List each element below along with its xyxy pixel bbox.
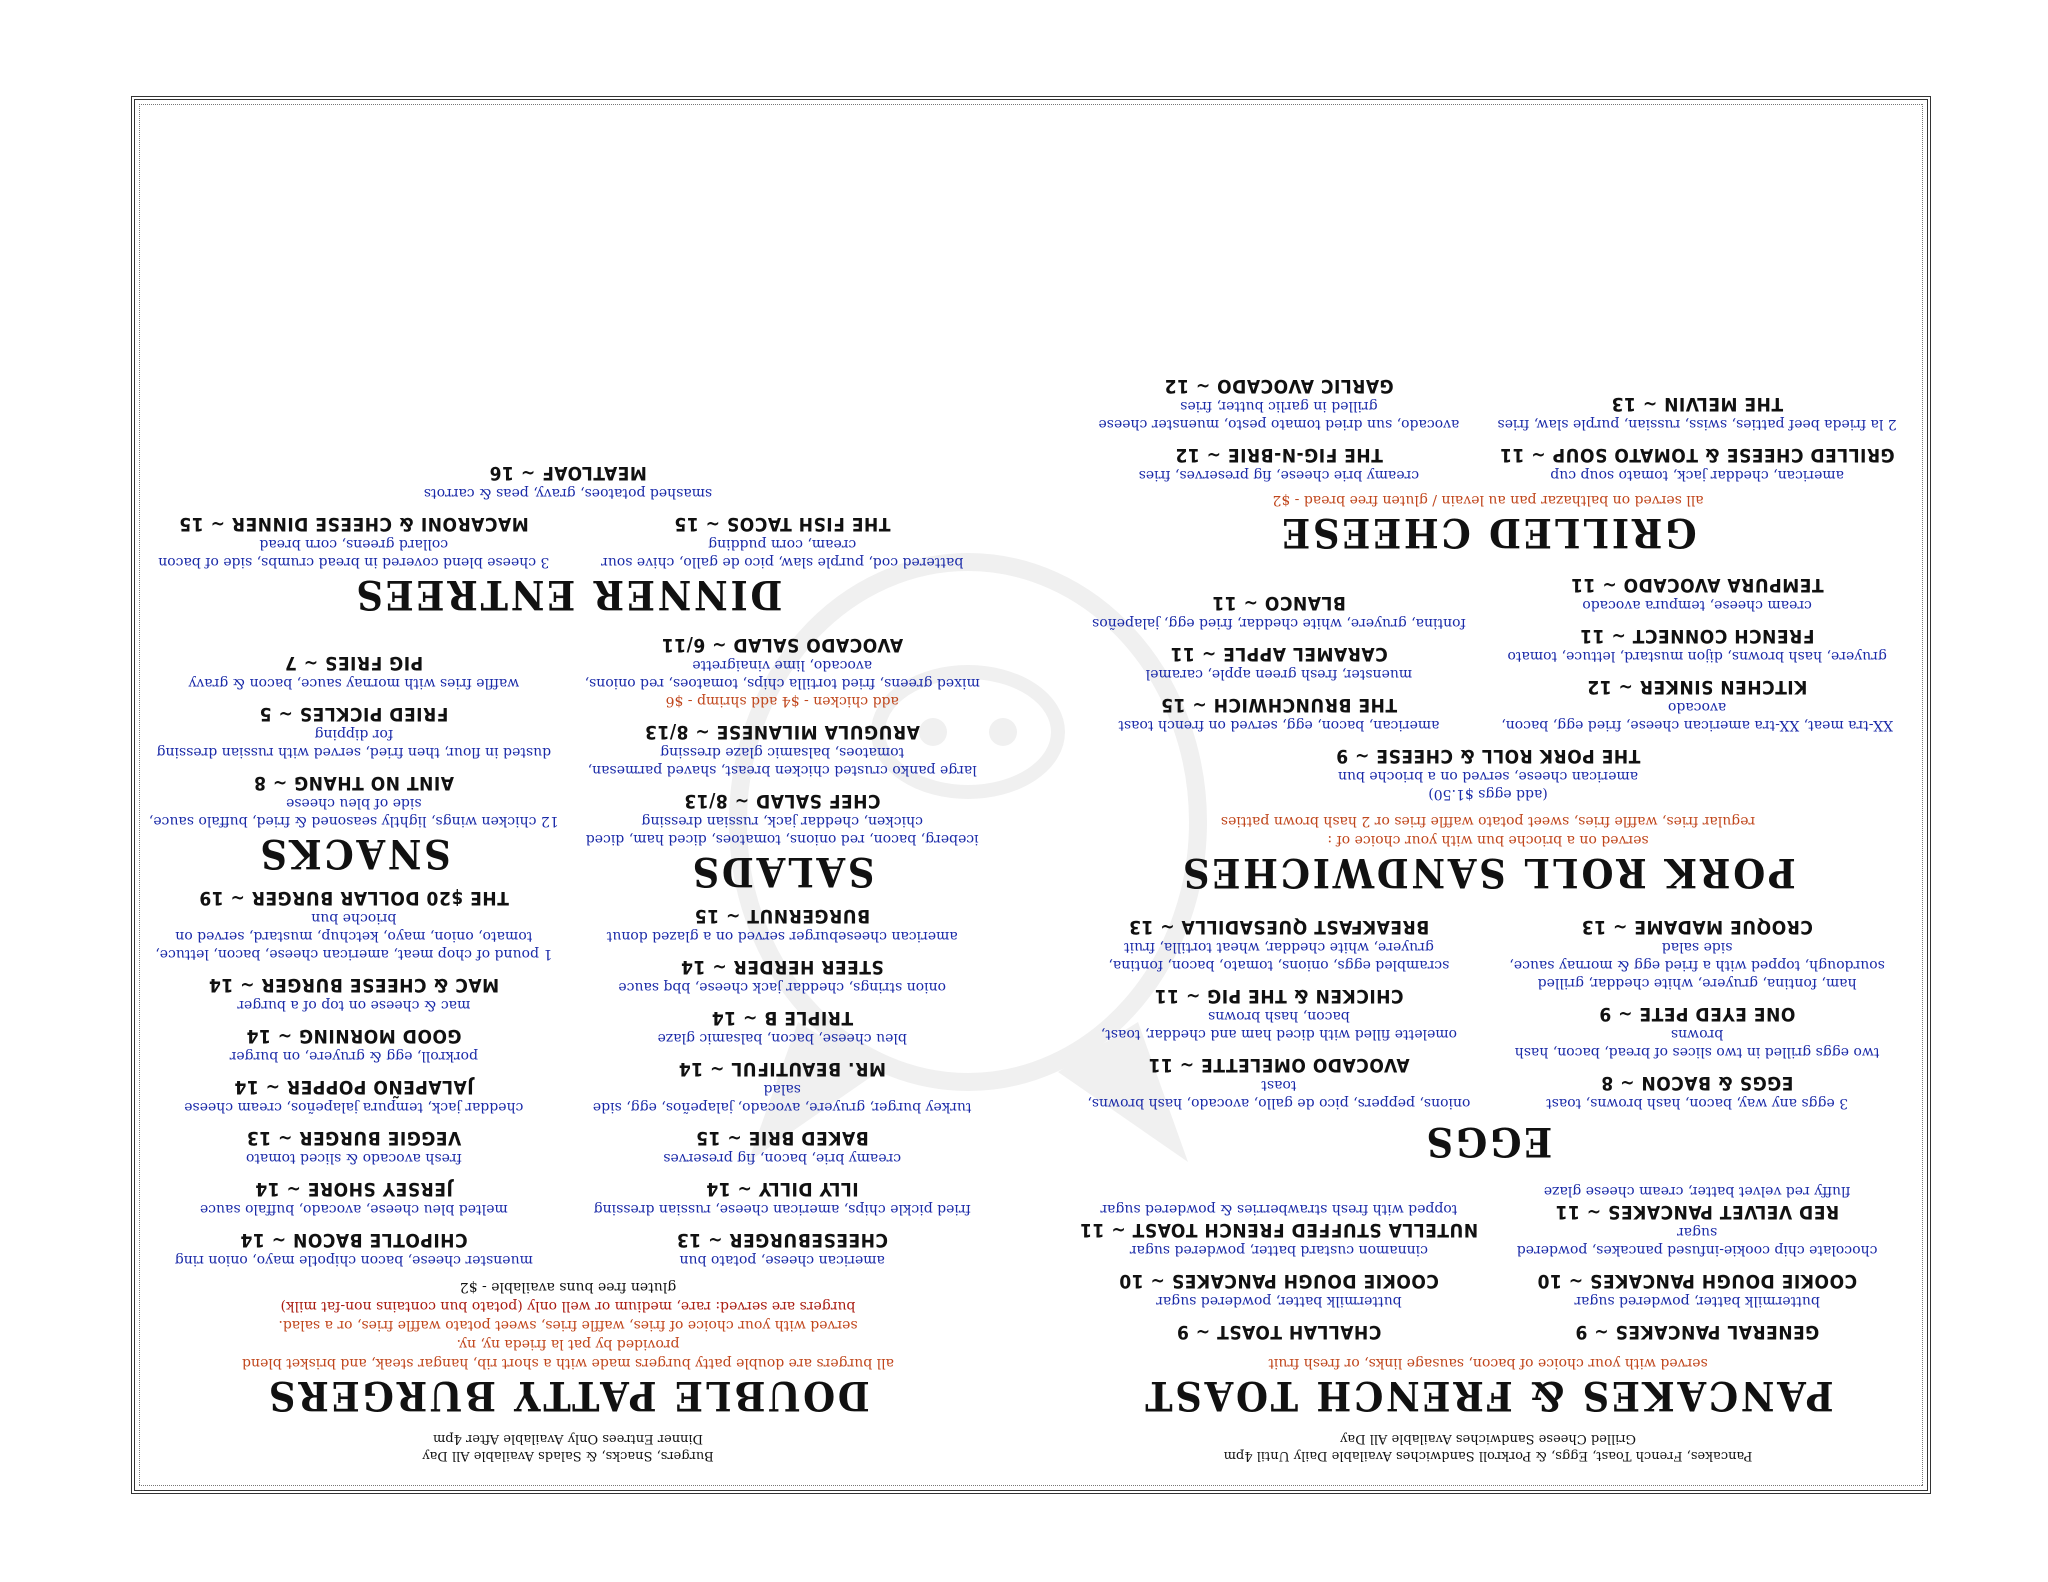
menu-item: omelette filled with diced ham and cheddar, toast, bacon, hash browns CHICKEN & THE PIG ~ 11 [1100,985,1458,1042]
menu-item: buttermilk batter, powdered sugar COOKIE DOUGH PANCAKES ~ 10 [1537,1270,1858,1309]
left-panel [1078,364,1898,1464]
menu-item: smashed potatoes, gravy, peas & carrots MEATLOAF ~ 16 [423,462,713,501]
menu-item: fontina, gruyere, white cheddar, fried egg, jalapeños BLANCO ~ 11 [1092,592,1466,631]
section-title-dinner: DINNER ENTREES [353,571,783,618]
menu-item: 12 chicken wings, lightly seasoned & fried, buffalo sauce, side of bleu cheese AINT NO THANG ~ 8 [148,772,559,829]
menu-item: 3 eggs any way, bacon, hash browns, toast EGGS & BACON ~ 8 [1546,1072,1849,1111]
porkroll-note-2: regular fries, waffle fries, sweet potato waffle fries or 2 hash brown patties [1220,813,1756,829]
menu-item: fried pickle chips, american cheese, russian dressing ILLY DILLY ~ 14 [593,1178,971,1217]
menu-item: waffle fries with mornay sauce, bacon & gravy PIG FRIES ~ 7 [188,652,520,691]
menu-item: dusted in flour, then fried, served with russian dressing for dipping FRIED PICKLES ~ 5 [156,703,552,760]
pancakes-note: served with your choice of bacon, sausage links, or fresh fruit [1268,1355,1708,1371]
porkroll-note-1: served on a brioche bun with your choice of : [1327,832,1649,848]
menu-item: creamy brie cheese, fig preserves, fries THE FIG-N-BRIE ~ 12 [1138,444,1420,483]
menu-item: american cheese, potato bun CHEESEBURGER ~ 13 [676,1229,889,1268]
menu-item: ham, fontina, gruyere, white cheddar, grilled sourdough, topped with a fried egg & mornay sauce, side salad CROQUE MADAME ~ 13 [1509,916,1885,991]
section-title-burgers: DOUBLE PATTY BURGERS [266,1372,870,1419]
right-panel [148,451,988,1464]
burgers-note-5: gluten free buns available - $2 [459,1279,677,1295]
menu-item: buttermilk batter, powdered sugar COOKIE DOUGH PANCAKES ~ 10 [1118,1270,1439,1309]
menu-item: battered cod, purple slaw, pico de gallo, chive sour cream, corn pudding THE FISH TACOS ~ 15 [601,513,964,570]
menu-item: mac & cheese on top of a burger MAC & CHEESE BURGER ~ 14 [208,974,500,1013]
menu-item: 1 pound of chop meat, american cheese, bacon, lettuce, tomato, onion, mayo, ketchup, mustard, served on brioche bun THE $20 DOLLAR BURGER ~ 19 [155,887,553,962]
menu-item: scrambled eggs, onions, tomato, bacon, fontina, gruyere, white cheddar, wheat tortilla, fruit BREAKFAST QUESADILLA ~ 13 [1108,916,1450,973]
menu-item: melted bleu cheese, avocado, buffalo sauce JERSEY SHORE ~ 14 [199,1178,508,1217]
menu-item: creamy brie, bacon, fig preserves BAKED BRIE ~ 15 [663,1127,902,1166]
menu-item: two eggs grilled in two slices of bread, bacon, hash browns ONE EYED PETE ~ 9 [1514,1003,1880,1060]
menu-item: american, bacon, egg, served on french toast THE BRUNCHWICH ~ 15 [1118,694,1440,733]
section-title-grilled: GRILLED CHEESE [1279,509,1697,556]
menu-item: large panko crusted chicken breast, shaved parmesan, tomatoes, balsamic glaze dressing ARUGULA MILANESE ~ 8/13 [587,721,977,778]
menu-item: chocolate chip cookie-infused pancakes, powdered sugar RED VELVET PANCAKES ~ 11 fluffy red velvet batter, cream cheese glaze [1516,1183,1878,1258]
section-title-porkroll: PORK ROLL SANDWICHES [1180,849,1796,896]
menu-item: CHALLAH TOAST ~ 9 [1176,1321,1382,1343]
availability-right-line-1: Burgers, Snacks, & Salads Available All Day [422,1448,714,1463]
section-title-eggs: EGGS [1423,1118,1553,1165]
menu-item: cheddar jack, tempura jalapeños, cream cheese JALAPEÑO POPPER ~ 14 [184,1076,524,1115]
menu-item: cinnamon custard batter, powdered sugar NUTELLA STUFFED FRENCH TOAST ~ 11 topped with fresh strawberries & powdered sugar [1079,1201,1479,1258]
menu-item: muenster, fresh green apple, caramel CARAMEL APPLE ~ 11 [1145,643,1413,682]
menu-item: onions, peppers, pico de gallo, avocado, hash browns, toast AVOCADO OMELETTE ~ 11 [1087,1054,1471,1111]
burgers-note-2: provided by pat la frieda ny, ny. [456,1336,680,1352]
menu-item: american cheeseburger served on a glazed donut BURGERNUT ~ 15 [606,905,958,944]
menu-item: gruyere, hash browns, dijon mustard, lettuce, tomato FRENCH CONNECT ~ 11 [1507,625,1887,664]
menu-item: 3 cheese blend covered in bread crumbs, side of bacon collard greens, corn bread MACARONI & CHEESE DINNER ~ 15 [158,513,550,570]
menu-item: add chicken - $4 add shrimp - $6 mixed greens, fried tortilla chips, tomatoes, red onions, avocado, lime vinaigrette AVOCADO SALAD ~ 6/11 [584,634,980,709]
section-title-pancakes: PANCAKES & FRENCH TOAST [1142,1372,1834,1419]
availability-left-line-1: Pancakes, French Toast, Eggs, & Porkroll Sandwiches Available Daily Until 4pm [1223,1448,1753,1463]
burgers-note-3: served with your choice of fries, waffle fries, sweet potato waffle fries, or a salad. [278,1317,858,1333]
menu-item: 2 la frieda beef patties, swiss, russian, purple slaw, fries THE MELVIN ~ 13 [1497,393,1897,432]
availability-right-line-2: Dinner Entrees Only Available After 4pm [433,1431,704,1446]
menu-item: american, cheddar jack, tomato soup cup GRILLED CHEESE & TOMATO SOUP ~ 11 [1499,444,1895,483]
menu-item: avocado, sun dried tomato pesto, muenster cheese grilled in garlic butter, fries GARLIC AVOCADO ~ 12 [1098,375,1460,432]
section-title-snacks: SNACKS [257,830,451,877]
availability-left-line-2: Grilled Cheese Sandwiches Available All Day [1340,1431,1636,1446]
menu-item: cream cheese, tempura avocado TEMPURA AVOCADO ~ 11 [1570,574,1824,613]
menu-item: iceberg, bacon, red onions, tomatoes, diced ham, diced chicken, cheddar jack, russian dressing CHEF SALAD ~ 8/13 [585,790,979,847]
menu-item: XX-tra meat, XX-tra american cheese, fried egg, bacon, avocado KITCHEN SINKER ~ 12 [1501,676,1893,733]
section-title-salads: SALADS [689,848,875,895]
burgers-note-1: all burgers are double patty burgers made with a short rib, hangar steak, and brisket blend [242,1355,894,1371]
menu-item: GENERAL PANCAKES ~ 9 [1574,1321,1820,1343]
menu-item: muenster cheese, bacon chipotle mayo, onion ring CHIPOTLE BACON ~ 14 [174,1229,533,1268]
burgers-note-4: burgers are served: rare, medium or well only (potato bun contains non-fat milk) [280,1298,856,1314]
menu-item: bleu cheese, bacon, balsamic glaze TRIPLE B ~ 14 [657,1007,907,1046]
menu-item: (add eggs $1.50) american cheese, served on a brioche bun THE PORK ROLL & CHEESE ~ 9 [1335,745,1641,802]
menu-item: fresh avocado & sliced tomato VEGGIE BURGER ~ 13 [245,1127,462,1166]
grilled-note: all served on balthazar pan au levain / gluten free bread - $2 [1272,492,1704,508]
menu-item: turkey burger, gruyere, avocado, jalapeños, egg, side salad MR. BEAUTIFUL ~ 14 [592,1058,972,1115]
menu-item: onion strings, cheddar jack cheese, bbq sauce STEER HERDER ~ 14 [618,956,947,995]
menu-item: porkroll, egg & gruyere, on burger GOOD MORNING ~ 14 [229,1025,478,1064]
